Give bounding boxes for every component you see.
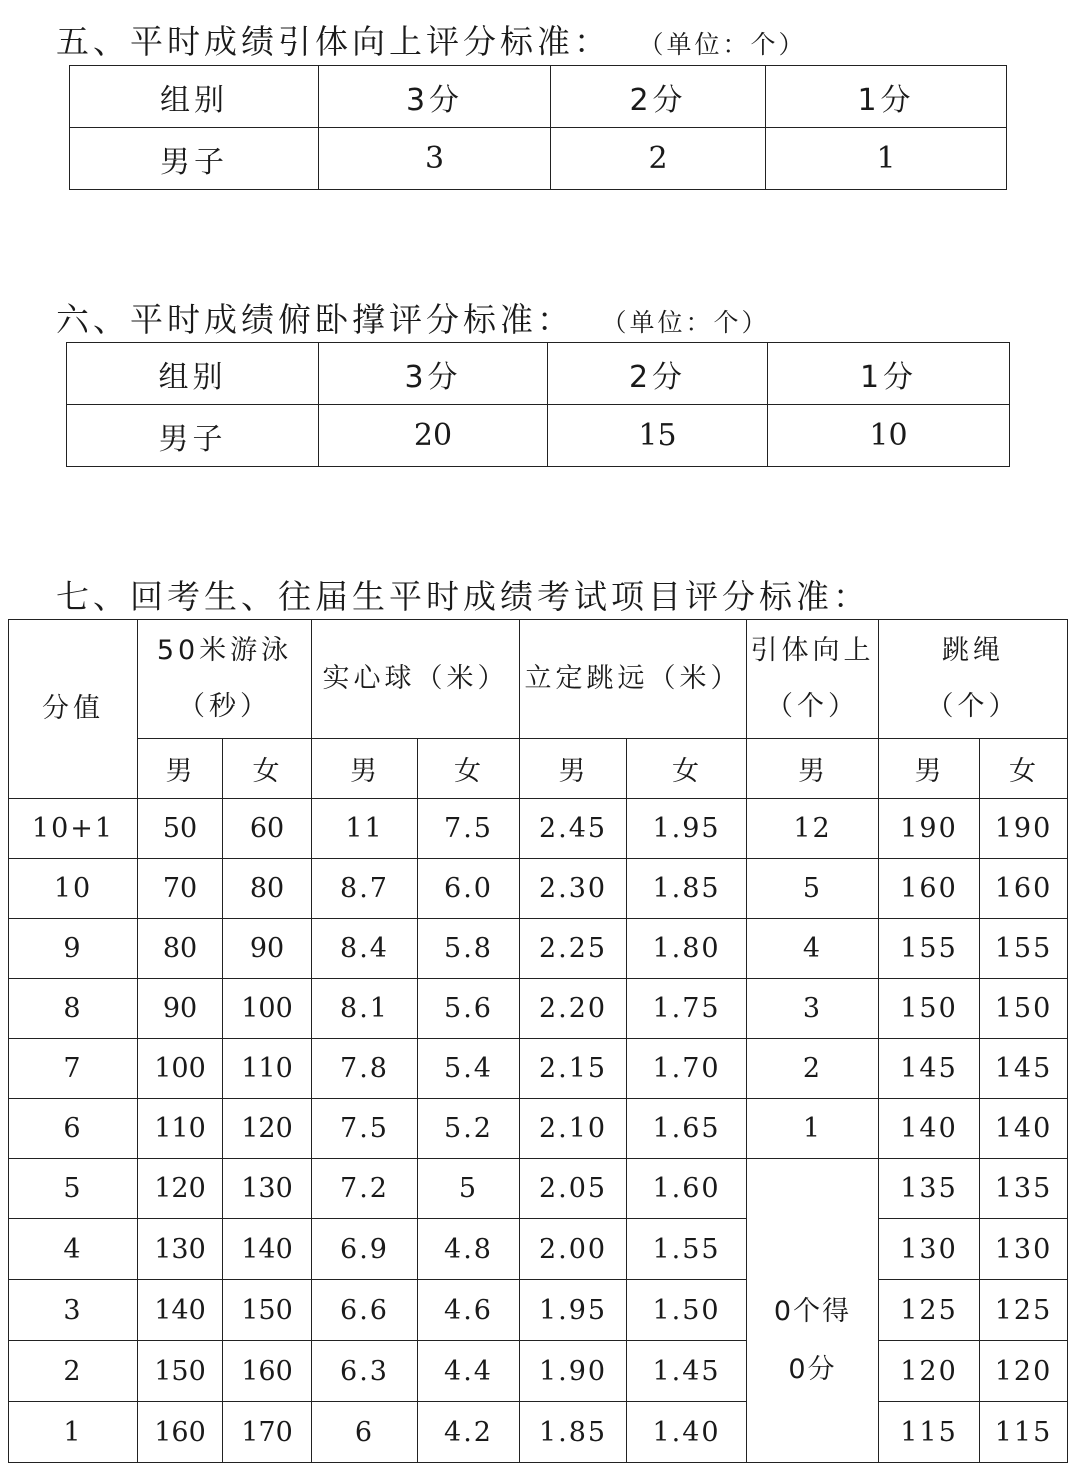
cell-rope-male: 115 xyxy=(879,1402,980,1463)
cell-ball-male: 6.3 xyxy=(312,1341,418,1402)
table-subheader-row xyxy=(9,739,1068,799)
cell-ball-female: 5.8 xyxy=(418,919,520,979)
cell-jump-male: 2.45 xyxy=(520,799,627,859)
pushup-regular-table xyxy=(66,342,1010,467)
cell-ball-male: 6.6 xyxy=(312,1280,418,1341)
cell-score: 10+1 xyxy=(9,799,138,859)
cell-ball-female: 5.6 xyxy=(418,979,520,1039)
cell-swim-male: 100 xyxy=(138,1039,223,1099)
cell-jump-female: 1.60 xyxy=(627,1159,747,1219)
cell-swim-female: 150 xyxy=(223,1280,312,1341)
cell-rope-male: 130 xyxy=(879,1219,980,1280)
cell-ball-male: 6 xyxy=(312,1402,418,1463)
table-row xyxy=(9,979,1068,1039)
cell-jump-male: 2.20 xyxy=(520,979,627,1039)
cell-jump-male: 2.25 xyxy=(520,919,627,979)
cell-1pt: 1 xyxy=(766,128,1007,190)
header-swim-name: 50米游泳 xyxy=(156,635,293,666)
cell-swim-female: 110 xyxy=(223,1039,312,1099)
header-pullup-unit: （个） xyxy=(766,691,860,722)
cell-score: 1 xyxy=(9,1402,138,1463)
table-row xyxy=(67,405,1010,467)
cell-swim-male: 160 xyxy=(138,1402,223,1463)
table-row xyxy=(9,799,1068,859)
cell-rope-male: 190 xyxy=(879,799,980,859)
cell-rope-male: 160 xyxy=(879,859,980,919)
section5-title: 五、平时成绩引体向上评分标准： xyxy=(56,22,611,61)
cell-swim-male: 130 xyxy=(138,1219,223,1280)
cell-rope-male: 140 xyxy=(879,1099,980,1159)
table-row xyxy=(9,1280,1068,1341)
cell-score: 5 xyxy=(9,1159,138,1219)
cell-ball-male: 7.5 xyxy=(312,1099,418,1159)
pullup-regular-table xyxy=(69,65,1007,190)
cell-jump-female: 1.65 xyxy=(627,1099,747,1159)
cell-jump-female: 1.75 xyxy=(627,979,747,1039)
cell-swim-male: 90 xyxy=(138,979,223,1039)
cell-swim-male: 140 xyxy=(138,1280,223,1341)
cell-jump-male: 2.30 xyxy=(520,859,627,919)
row-group: 男子 xyxy=(67,405,319,467)
section6-heading xyxy=(56,294,770,341)
cell-ball-female: 4.8 xyxy=(418,1219,520,1280)
cell-ball-male: 8.4 xyxy=(312,919,418,979)
pullup-zero-line1: 0个得 xyxy=(773,1295,852,1327)
table-header-row xyxy=(9,620,1068,739)
cell-swim-female: 160 xyxy=(223,1341,312,1402)
table-header-row xyxy=(70,66,1007,128)
cell-score: 4 xyxy=(9,1219,138,1280)
cell-rope-male: 155 xyxy=(879,919,980,979)
table-row xyxy=(9,1402,1068,1463)
cell-swim-female: 60 xyxy=(223,799,312,859)
cell-ball-female: 4.6 xyxy=(418,1280,520,1341)
retake-score-table xyxy=(8,619,1068,1463)
cell-ball-male: 7.2 xyxy=(312,1159,418,1219)
cell-swim-male: 70 xyxy=(138,859,223,919)
cell-rope-female: 135 xyxy=(980,1159,1068,1219)
cell-rope-male: 125 xyxy=(879,1280,980,1341)
cell-jump-female: 1.55 xyxy=(627,1219,747,1280)
cell-ball-female: 7.5 xyxy=(418,799,520,859)
cell-swim-male: 50 xyxy=(138,799,223,859)
table-row xyxy=(9,919,1068,979)
header-pullup-name: 引体向上 xyxy=(750,635,875,666)
table-row xyxy=(9,859,1068,919)
header-3pts: 3分 xyxy=(319,66,551,128)
cell-score: 8 xyxy=(9,979,138,1039)
cell-swim-female: 90 xyxy=(223,919,312,979)
section7-title: 七、回考生、往届生平时成绩考试项目评分标准： xyxy=(56,577,870,616)
section6-unit: （单位：个） xyxy=(614,308,770,337)
header-1pt: 1分 xyxy=(766,66,1007,128)
cell-jump-female: 1.95 xyxy=(627,799,747,859)
cell-pullup-male: 1 xyxy=(747,1099,879,1159)
cell-rope-female: 145 xyxy=(980,1039,1068,1099)
cell-2pts: 2 xyxy=(551,128,766,190)
cell-jump-male: 1.95 xyxy=(520,1280,627,1341)
cell-swim-male: 80 xyxy=(138,919,223,979)
cell-swim-male: 120 xyxy=(138,1159,223,1219)
cell-swim-female: 80 xyxy=(223,859,312,919)
cell-swim-female: 140 xyxy=(223,1219,312,1280)
cell-ball-female: 4.4 xyxy=(418,1341,520,1402)
cell-2pts: 15 xyxy=(548,405,768,467)
cell-swim-female: 100 xyxy=(223,979,312,1039)
table-header-row xyxy=(67,343,1010,405)
header-3pts: 3分 xyxy=(319,343,548,405)
jump-male: 男 xyxy=(520,739,627,799)
header-score: 分值 xyxy=(9,620,138,799)
ball-male: 男 xyxy=(312,739,418,799)
cell-rope-female: 125 xyxy=(980,1280,1068,1341)
cell-rope-female: 130 xyxy=(980,1219,1068,1280)
cell-ball-male: 8.1 xyxy=(312,979,418,1039)
cell-ball-female: 5 xyxy=(418,1159,520,1219)
header-rope-name: 跳绳 xyxy=(942,635,1005,666)
cell-swim-male: 150 xyxy=(138,1341,223,1402)
cell-swim-male: 110 xyxy=(138,1099,223,1159)
cell-rope-female: 115 xyxy=(980,1402,1068,1463)
header-jump: 立定跳远（米） xyxy=(520,620,747,739)
cell-3pts: 20 xyxy=(319,405,548,467)
cell-jump-male: 2.05 xyxy=(520,1159,627,1219)
cell-pullup-male: 3 xyxy=(747,979,879,1039)
pullup-male: 男 xyxy=(747,739,879,799)
rope-male: 男 xyxy=(879,739,980,799)
cell-rope-male: 120 xyxy=(879,1341,980,1402)
cell-jump-female: 1.80 xyxy=(627,919,747,979)
cell-rope-female: 160 xyxy=(980,859,1068,919)
cell-1pt: 10 xyxy=(768,405,1010,467)
table-row xyxy=(9,1159,1068,1219)
header-swim xyxy=(138,620,312,739)
cell-pullup-male: 12 xyxy=(747,799,879,859)
header-swim-unit: （秒） xyxy=(178,691,271,722)
cell-rope-female: 190 xyxy=(980,799,1068,859)
cell-ball-female: 4.2 xyxy=(418,1402,520,1463)
cell-score: 2 xyxy=(9,1341,138,1402)
cell-rope-female: 150 xyxy=(980,979,1068,1039)
header-pullup xyxy=(747,620,879,739)
cell-rope-female: 120 xyxy=(980,1341,1068,1402)
ball-female: 女 xyxy=(418,739,520,799)
cell-jump-male: 2.00 xyxy=(520,1219,627,1280)
header-group: 组别 xyxy=(70,66,319,128)
header-2pts: 2分 xyxy=(548,343,768,405)
cell-score: 10 xyxy=(9,859,138,919)
row-group: 男子 xyxy=(70,128,319,190)
rope-female: 女 xyxy=(980,739,1068,799)
cell-pullup-male: 5 xyxy=(747,859,879,919)
cell-score: 3 xyxy=(9,1280,138,1341)
cell-jump-female: 1.70 xyxy=(627,1039,747,1099)
cell-3pts: 3 xyxy=(319,128,551,190)
header-1pt: 1分 xyxy=(768,343,1010,405)
jump-female: 女 xyxy=(627,739,747,799)
header-2pts: 2分 xyxy=(551,66,766,128)
cell-pullup-male: 4 xyxy=(747,919,879,979)
cell-ball-male: 7.8 xyxy=(312,1039,418,1099)
cell-jump-female: 1.85 xyxy=(627,859,747,919)
cell-jump-female: 1.50 xyxy=(627,1280,747,1341)
cell-rope-female: 140 xyxy=(980,1099,1068,1159)
cell-jump-male: 1.90 xyxy=(520,1341,627,1402)
header-rope xyxy=(879,620,1068,739)
header-rope-unit: （个） xyxy=(926,691,1020,722)
cell-jump-male: 2.15 xyxy=(520,1039,627,1099)
table-row xyxy=(9,1039,1068,1099)
cell-score: 6 xyxy=(9,1099,138,1159)
cell-swim-female: 130 xyxy=(223,1159,312,1219)
header-group: 组别 xyxy=(67,343,319,405)
cell-ball-male: 8.7 xyxy=(312,859,418,919)
swim-male: 男 xyxy=(138,739,223,799)
pullup-zero-line2: 0分 xyxy=(788,1353,837,1385)
cell-score: 7 xyxy=(9,1039,138,1099)
cell-ball-female: 5.4 xyxy=(418,1039,520,1099)
cell-rope-female: 155 xyxy=(980,919,1068,979)
cell-ball-female: 6.0 xyxy=(418,859,520,919)
cell-swim-female: 120 xyxy=(223,1099,312,1159)
cell-ball-male: 11 xyxy=(312,799,418,859)
cell-swim-female: 170 xyxy=(223,1402,312,1463)
cell-ball-male: 6.9 xyxy=(312,1219,418,1280)
section7-heading xyxy=(56,571,870,618)
cell-jump-male: 1.85 xyxy=(520,1402,627,1463)
score-rows xyxy=(9,799,1068,1463)
table-row xyxy=(70,128,1007,190)
cell-jump-female: 1.45 xyxy=(627,1341,747,1402)
swim-female: 女 xyxy=(223,739,312,799)
cell-rope-male: 135 xyxy=(879,1159,980,1219)
header-ball: 实心球（米） xyxy=(312,620,520,739)
cell-pullup-male: 2 xyxy=(747,1039,879,1099)
pullup-zero-note xyxy=(747,1159,879,1463)
table-row xyxy=(9,1341,1068,1402)
cell-jump-female: 1.40 xyxy=(627,1402,747,1463)
table-row xyxy=(9,1099,1068,1159)
cell-rope-male: 150 xyxy=(879,979,980,1039)
section5-unit: （单位：个） xyxy=(651,30,807,59)
section6-title: 六、平时成绩俯卧撑评分标准： xyxy=(56,300,574,339)
table-row xyxy=(9,1219,1068,1280)
cell-rope-male: 145 xyxy=(879,1039,980,1099)
cell-ball-female: 5.2 xyxy=(418,1099,520,1159)
section5-heading xyxy=(56,16,807,63)
cell-score: 9 xyxy=(9,919,138,979)
cell-jump-male: 2.10 xyxy=(520,1099,627,1159)
